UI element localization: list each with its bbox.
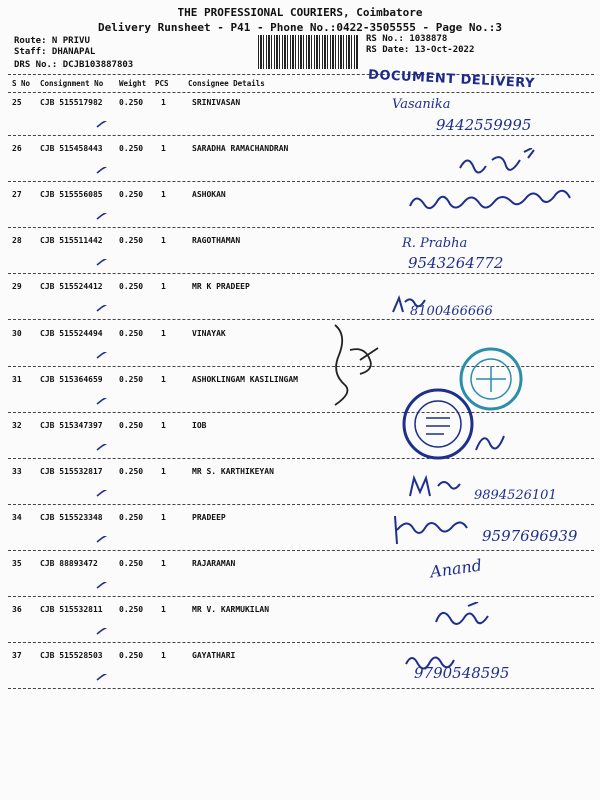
row-consignee: PRADEEP <box>192 513 226 522</box>
document-delivery-stamp: DOCUMENT DELIVERY <box>367 67 536 92</box>
row-weight: 0.250 <box>119 375 144 384</box>
row-consignee: ASHOKLINGAM KASILINGAM <box>192 375 298 384</box>
row-pcs: 1 <box>161 421 166 430</box>
row-pcs: 1 <box>161 236 166 245</box>
row-check-mark <box>96 252 110 260</box>
row-sno: 30 <box>12 329 22 338</box>
row-consignee: SARADHA RAMACHANDRAN <box>192 144 289 153</box>
col-consignee: Consignee Details <box>188 79 265 88</box>
row-weight: 0.250 <box>119 282 144 291</box>
row-check-mark <box>96 529 110 537</box>
row-sno: 25 <box>12 98 22 107</box>
row-sno: 34 <box>12 513 22 522</box>
row-sno: 27 <box>12 190 22 199</box>
row-sno: 32 <box>12 421 22 430</box>
row-check-mark <box>96 575 110 583</box>
row-consignee: MR V. KARMUKILAN <box>192 605 270 614</box>
row-separator <box>8 319 594 320</box>
row-sno: 29 <box>12 282 22 291</box>
row-consignee: ASHOKAN <box>192 190 226 199</box>
row-30-signature <box>325 320 385 410</box>
row-37-phone: 9790548595 <box>414 664 510 682</box>
row-29-signature <box>390 294 430 318</box>
row-34-signature <box>390 512 480 548</box>
row-sno: 37 <box>12 651 22 660</box>
barcode <box>258 35 358 69</box>
row-check-mark <box>96 298 110 306</box>
row-weight: 0.250 <box>119 98 144 107</box>
row-check-mark <box>96 160 110 168</box>
row-weight: 0.250 <box>119 236 144 245</box>
row-sno: 31 <box>12 375 22 384</box>
row-check-mark <box>96 437 110 445</box>
row-weight: 0.250 <box>119 144 144 153</box>
row-consignment-no: CJB 515511442 <box>40 236 103 245</box>
row-28-note: R. Prabha <box>402 236 468 251</box>
row-pcs: 1 <box>161 98 166 107</box>
row-separator <box>8 550 594 551</box>
row-separator <box>8 135 594 136</box>
row-consignment-no: CJB 515347397 <box>40 421 103 430</box>
row-check-mark <box>96 206 110 214</box>
row-separator <box>8 273 594 274</box>
header-bottom-rule <box>8 92 594 93</box>
row-separator <box>8 181 594 182</box>
row-check-mark <box>96 483 110 491</box>
row-consignment-no: CJB 515524412 <box>40 282 103 291</box>
row-29-phone: 8100466666 <box>410 304 493 319</box>
row-consignee: VINAYAK <box>192 329 226 338</box>
row-consignment-no: CJB 515532811 <box>40 605 103 614</box>
row-consignment-no: CJB 515528503 <box>40 651 103 660</box>
runsheet-subtitle: Delivery Runsheet - P41 - Phone No.:0422-3505555 - Page No.:3 <box>98 21 502 34</box>
row-pcs: 1 <box>161 375 166 384</box>
row-sno: 33 <box>12 467 22 476</box>
row-consignment-no: CJB 515364659 <box>40 375 103 384</box>
staff-label: Staff: DHANAPAL <box>14 47 96 57</box>
row-28-phone: 9543264772 <box>408 254 504 272</box>
row-consignment-no: CJB 515556085 <box>40 190 103 199</box>
row-37-signature <box>402 650 462 670</box>
row-weight: 0.250 <box>119 605 144 614</box>
row-33-signature <box>405 472 475 502</box>
row-consignee: IOB <box>192 421 207 430</box>
row-consignee: MR S. KARTHIKEYAN <box>192 467 274 476</box>
row-25-phone: 9442559995 <box>436 116 532 134</box>
col-weight: Weight <box>119 79 147 88</box>
row-check-mark <box>96 114 110 122</box>
row-consignment-no: CJB 515532817 <box>40 467 103 476</box>
row-check-mark <box>96 621 110 629</box>
row-consignment-no: CJB 515458443 <box>40 144 103 153</box>
row-sno: 28 <box>12 236 22 245</box>
row-consignee: MR K PRADEEP <box>192 282 250 291</box>
stamp-initials <box>470 420 510 460</box>
row-consignment-no: CJB 515524494 <box>40 329 103 338</box>
row-consignee: GAYATHARI <box>192 651 236 660</box>
row-separator <box>8 688 594 689</box>
col-sno: S No <box>12 79 31 88</box>
row-34-phone: 9597696939 <box>482 527 578 545</box>
row-consignee: SRINIVASAN <box>192 98 241 107</box>
row-sno: 26 <box>12 144 22 153</box>
row-sno: 35 <box>12 559 22 568</box>
row-weight: 0.250 <box>119 190 144 199</box>
row-consignee: RAJARAMAN <box>192 559 236 568</box>
row-weight: 0.250 <box>119 651 144 660</box>
drs-number: DRS No.: DCJB103887803 <box>14 60 134 70</box>
row-weight: 0.250 <box>119 559 144 568</box>
row-weight: 0.250 <box>119 513 144 522</box>
row-27-signature <box>405 188 585 218</box>
bank-round-stamp <box>398 384 478 464</box>
row-pcs: 1 <box>161 559 166 568</box>
row-pcs: 1 <box>161 329 166 338</box>
row-check-mark <box>96 667 110 675</box>
row-pcs: 1 <box>161 605 166 614</box>
row-weight: 0.250 <box>119 421 144 430</box>
row-pcs: 1 <box>161 282 166 291</box>
rs-date: RS Date: 13-Oct-2022 <box>366 45 475 55</box>
row-separator <box>8 504 594 505</box>
row-consignment-no: CJB 88893472 <box>40 559 98 568</box>
row-pcs: 1 <box>161 513 166 522</box>
col-pcs: PCS <box>155 79 169 88</box>
col-consignment: Consignment No <box>40 79 104 88</box>
row-separator <box>8 642 594 643</box>
row-consignment-no: CJB 515517982 <box>40 98 103 107</box>
row-pcs: 1 <box>161 190 166 199</box>
row-26-signature <box>455 148 545 178</box>
company-title: THE PROFESSIONAL COURIERS, Coimbatore <box>177 6 423 19</box>
row-35-note: Anand <box>428 555 484 582</box>
row-consignee: RAGOTHAMAN <box>192 236 241 245</box>
rs-number: RS No.: 1038878 <box>366 34 448 44</box>
row-weight: 0.250 <box>119 329 144 338</box>
row-sno: 36 <box>12 605 22 614</box>
row-consignment-no: CJB 515523348 <box>40 513 103 522</box>
row-weight: 0.250 <box>119 467 144 476</box>
row-check-mark <box>96 345 110 353</box>
row-pcs: 1 <box>161 651 166 660</box>
row-pcs: 1 <box>161 467 166 476</box>
row-pcs: 1 <box>161 144 166 153</box>
row-check-mark <box>96 391 110 399</box>
row-separator <box>8 596 594 597</box>
row-33-phone: 9894526101 <box>474 488 557 503</box>
row-25-note: Vasanika <box>392 97 451 112</box>
row-separator <box>8 227 594 228</box>
route-label: Route: N PRIVU <box>14 36 90 46</box>
row-36-signature <box>430 602 500 636</box>
